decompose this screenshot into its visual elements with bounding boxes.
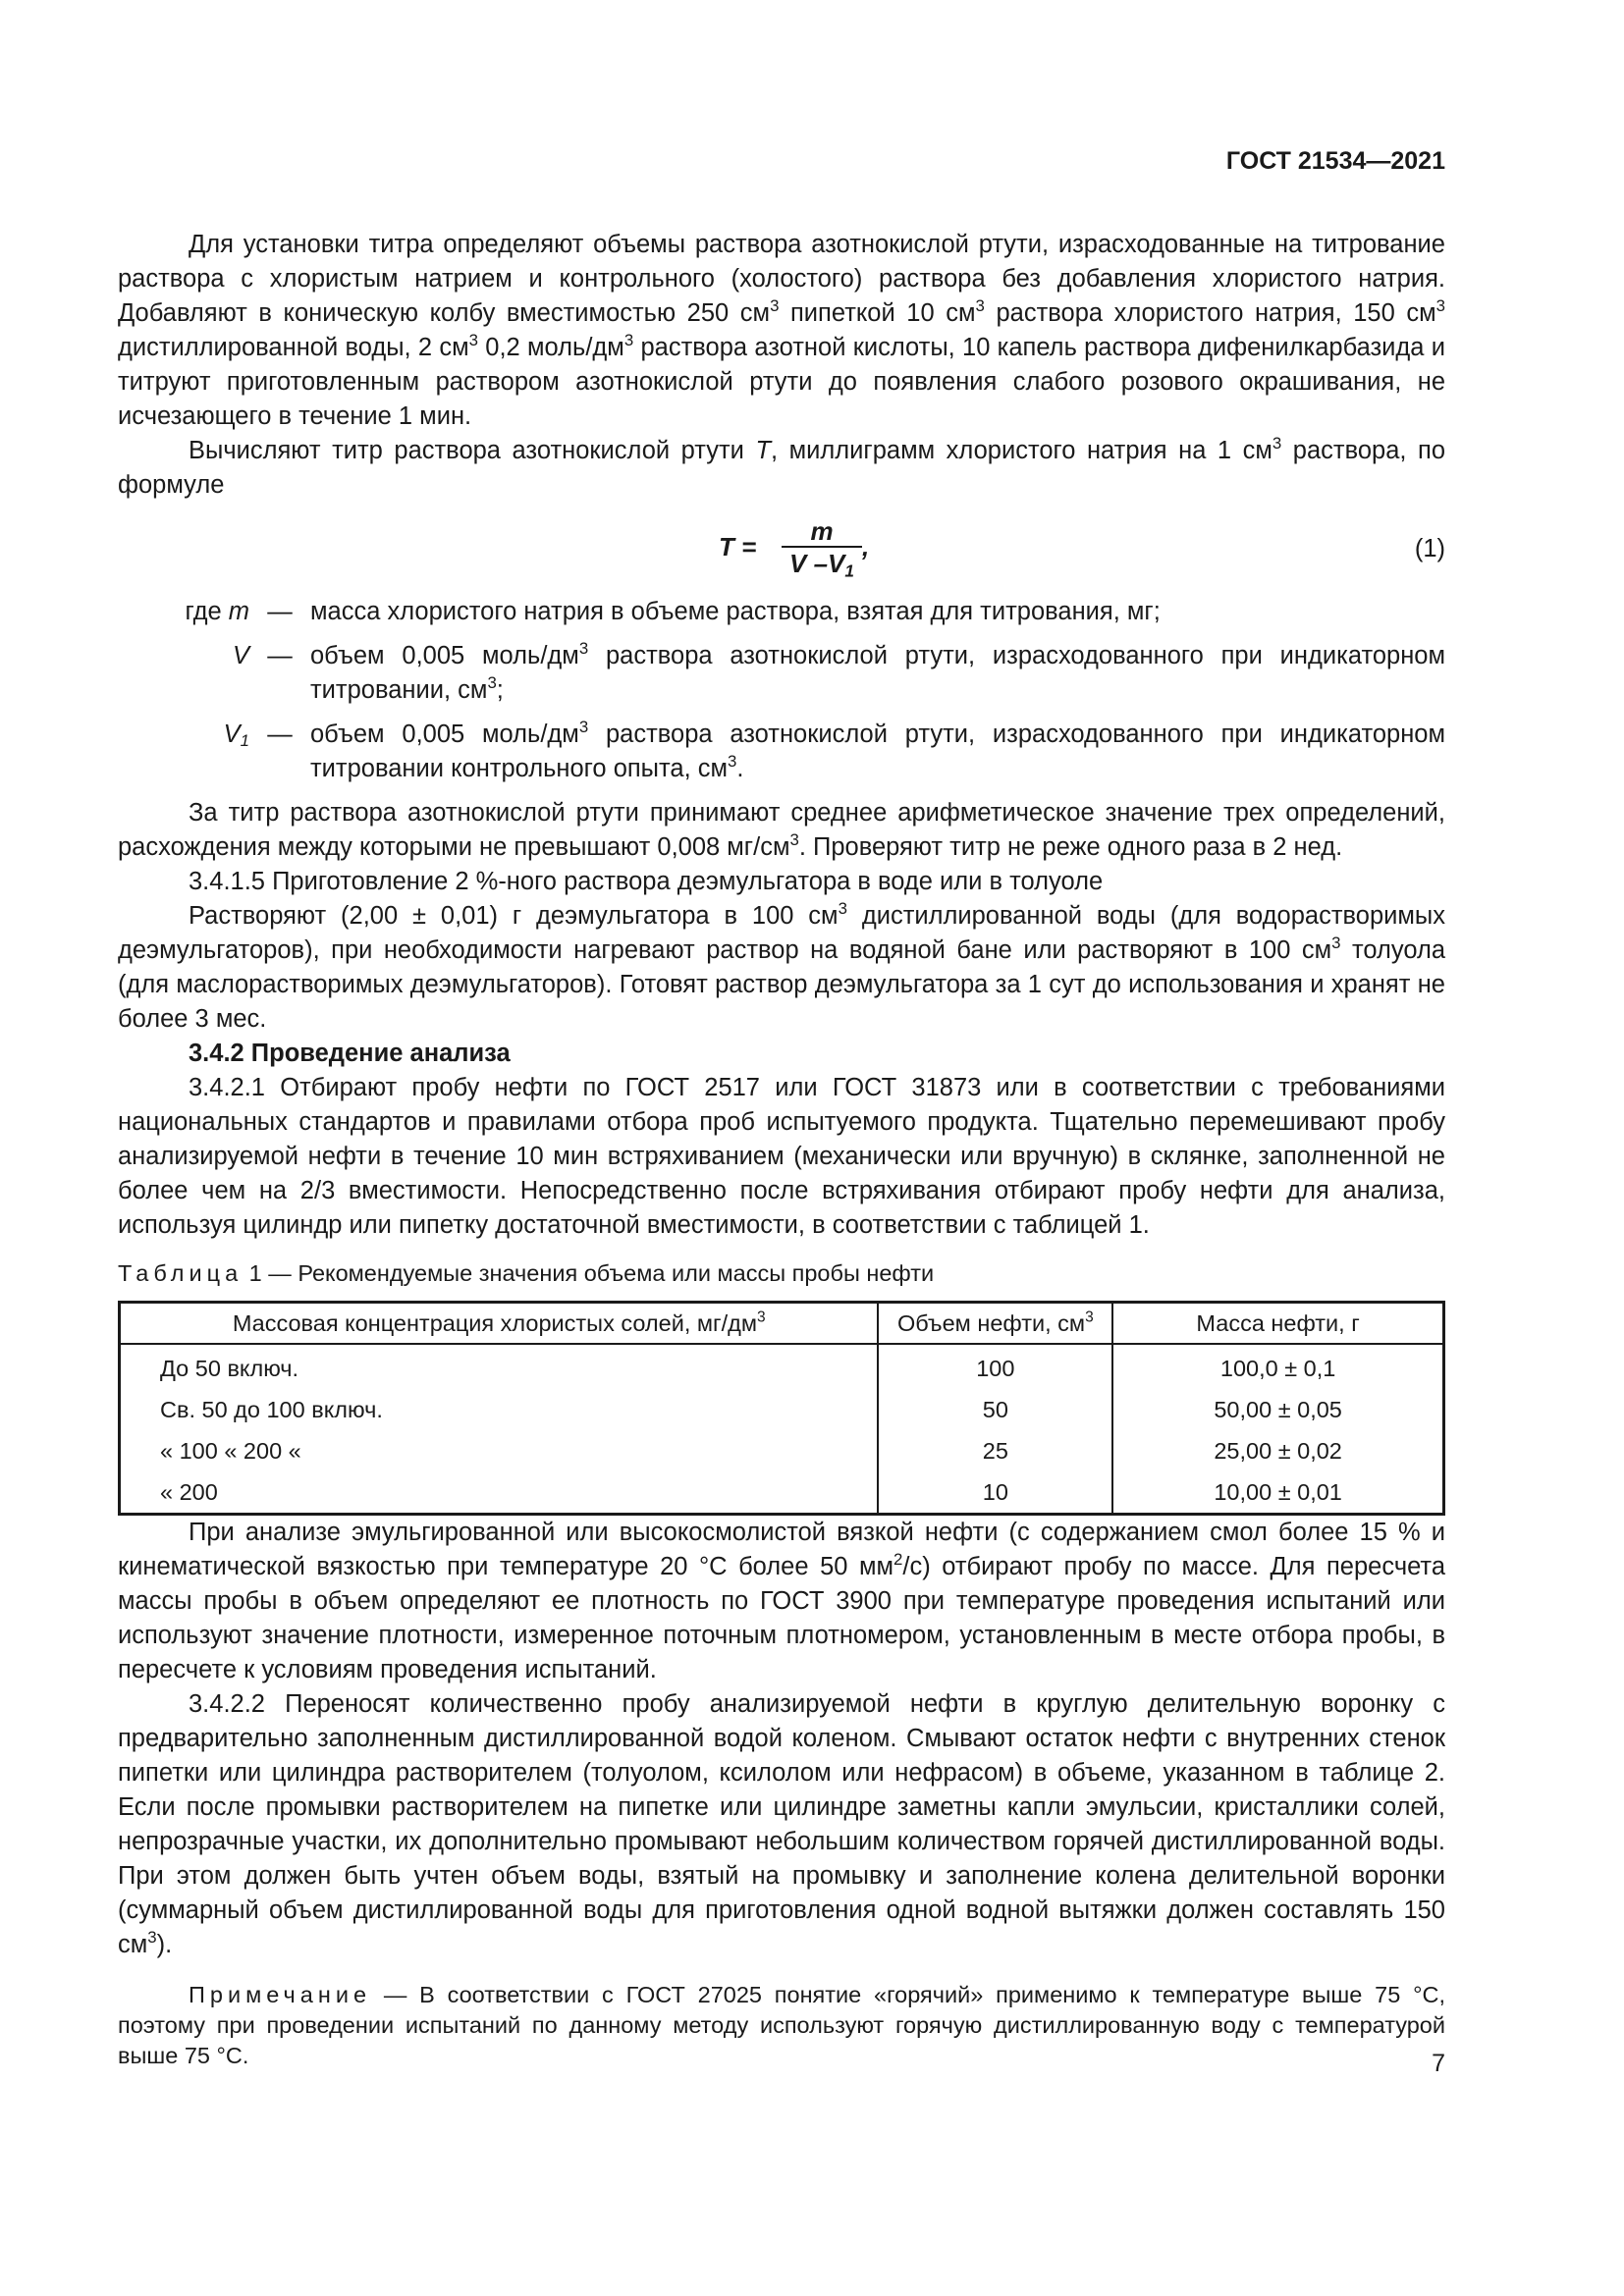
formula-comma: ,	[862, 532, 870, 561]
table-caption-text: 1 — Рекомендуемые значения объема или массы пробы нефти	[243, 1260, 935, 1286]
table-caption	[118, 1256, 1445, 1291]
table-header-cell: Объем нефти, $см^3$	[878, 1303, 1112, 1345]
table-cell: « 100 « 200 «	[120, 1430, 879, 1471]
legend-symbol: $V_1$	[223, 721, 249, 751]
legend-dash: —	[267, 721, 293, 748]
sample-volume-table	[118, 1301, 1445, 1516]
legend-description: масса хлористого натрия в объеме раствора, взятая для титрования, мг;	[310, 598, 1161, 625]
paragraph-titration-setup: Для установки титра определяют объемы раствора азотнокислой ртути, израсходованные на титрование раствора с хлористым натрием и контрольного (холостого) раствора без добавления хлористого натрия. Добавляют в коническую колбу вместимостью 250 $см^3$ пипеткой 10 $см^3$ раствора хлористого натрия, 150 $см^3$ дистиллированной воды, 2 $см^3$ 0,2 моль/$дм^3$ раствора азотной кислоты, 10 капель раствора дифенилкарбазида и титруют приготовленным раствором азотнокислой ртути до появления слабого розового окрашивания, не исчезающего в течение 1 мин.	[118, 231, 1445, 430]
formula-lhs: T =	[719, 532, 757, 561]
formula-1	[118, 512, 1445, 589]
table-cell: 25	[878, 1430, 1112, 1471]
legend-description: объем 0,005 моль/$дм^3$ раствора азотнокислой ртути, израсходованного при индикаторном титровании контрольного опыта, $см^3$.	[310, 717, 1445, 782]
table-row	[120, 1389, 1444, 1430]
table-header-cell: Масса нефти, г	[1112, 1303, 1443, 1345]
legend-row	[118, 639, 1445, 708]
table-cell: 50	[878, 1389, 1112, 1430]
table-cell: 50,00 ± 0,05	[1112, 1389, 1443, 1430]
table-cell: 25,00 ± 0,02	[1112, 1430, 1443, 1471]
legend-row	[118, 718, 1445, 786]
formula-fraction	[782, 516, 862, 579]
document-id-header: ГОСТ 21534—2021	[1225, 147, 1445, 175]
formula-number: (1)	[1414, 535, 1445, 562]
note-label: Примечание	[189, 1982, 372, 2007]
table-cell: Св. 50 до 100 включ.	[120, 1389, 879, 1430]
table-header-row	[120, 1303, 1444, 1345]
paragraph-demulsifier-heading: 3.4.1.5 Приготовление 2 %-ного раствора деэмульгатора в воде или в толуоле	[189, 868, 1104, 895]
table-body	[120, 1344, 1444, 1515]
paragraph-demulsifier-prep: Растворяют (2,00 ± 0,01) г деэмульгатора в 100 $см^3$ дистиллированной воды (для водорастворимых деэмульгаторов), при необходимости нагревают раствор на водяной бане или растворяют в 100 $см^3$ толуола (для маслорастворимых деэмульгаторов). Готовят раствор деэмульгатора за 1 сут до использования и хранят не более 3 мес.	[118, 898, 1446, 1033]
paragraph-viscous-oil: При анализе эмульгированной или высокосмолистой вязкой нефти (с содержанием смол более 15 % и кинематической вязкостью при температуре 20 °С более 50 $мм^2/с$) отбирают пробу по массе. Для пересчета массы пробы в объем определяют ее плотность по ГОСТ 3900 при температуре проведения испытаний или используют значение плотности, измеренное поточным плотномером, установленным в месте отбора пробы, в пересчете к условиям проведения испытаний.	[118, 1519, 1446, 1683]
note-text: — В соответствии с ГОСТ 27025 понятие «горячий» применимо к температуре выше 75 °С, поэтому при проведении испытаний по данному методу используют горячую дистиллированную воду с температурой выше 75 °С.	[118, 1982, 1445, 2068]
table-cell: 10	[878, 1471, 1112, 1515]
legend-dash: —	[267, 598, 293, 625]
formula-denominator: V $-V_1$	[789, 549, 854, 581]
legend-symbol: где m	[185, 598, 249, 625]
table-cell: 100	[878, 1344, 1112, 1389]
note	[118, 1980, 1445, 2071]
paragraph-transfer-sample: 3.4.2.2 Переносят количественно пробу анализируемой нефти в круглую делительную воронку с предварительно заполненным дистиллированной водой коленом. Смывают остаток нефти с внутренних стенок пипетки или цилиндра растворителем (толуолом, ксилолом или нефрасом) в объеме, указанном в таблице 2. Если после промывки растворителем на пипетке или цилиндре заметны капли эмульсии, кристаллики солей, непрозрачные участки, их дополнительно промывают небольшим количеством горячей дистиллированной воды. При этом должен быть учтен объем воды, взятый на промывку и заполнение колена делительной воронки (суммарный объем дистиллированной воды для приготовления одной водной вытяжки должен составлять 150 $см^3$).	[118, 1690, 1445, 1958]
paragraph-titer-acceptance: За титр раствора азотнокислой ртути принимают среднее арифметическое значение трех определений, расхождения между которыми не превышают 0,008 $мг/см^3$. Проверяют титр не реже одного раза в 2 нед.	[118, 799, 1445, 861]
legend-dash: —	[267, 642, 293, 669]
table-caption-label: Таблица	[118, 1260, 244, 1286]
legend-symbol: V	[232, 642, 249, 669]
formula-legend	[118, 595, 1445, 786]
table-row	[120, 1471, 1444, 1515]
page-number: 7	[1432, 2050, 1445, 2077]
formula-numerator: m	[810, 516, 834, 546]
table-cell: « 200	[120, 1471, 879, 1515]
section-heading-analysis: 3.4.2 Проведение анализа	[189, 1040, 511, 1067]
table-row	[120, 1430, 1444, 1471]
table-header-cell: Массовая концентрация хлористых солей, $мг/дм^3$	[120, 1303, 879, 1345]
table-row	[120, 1344, 1444, 1389]
legend-description: объем 0,005 моль/$дм^3$ раствора азотнокислой ртути, израсходованного при индикаторном титровании, $см^3$;	[310, 638, 1445, 704]
legend-row	[118, 595, 1445, 629]
table-cell: До 50 включ.	[120, 1344, 879, 1389]
document-body	[118, 228, 1445, 2071]
table-cell: 100,0 ± 0,1	[1112, 1344, 1443, 1389]
table-cell: 10,00 ± 0,01	[1112, 1471, 1443, 1515]
paragraph-titer-calculation: Вычисляют титр раствора азотнокислой ртути T, миллиграмм хлористого натрия на 1 $см^3$ раствора, по формуле	[118, 433, 1445, 499]
paragraph-sampling: 3.4.2.1 Отбирают пробу нефти по ГОСТ 2517 или ГОСТ 31873 или в соответствии с требованиями национальных стандартов и правилами отбора проб испытуемого продукта. Тщательно перемешивают пробу анализируемой нефти в течение 10 мин встряхиванием (механически или вручную) в склянке, заполненной не более чем на 2/3 вместимости. Непосредственно после встряхивания отбирают пробу нефти для анализа, используя цилиндр или пипетку достаточной вместимости, в соответствии с таблицей 1.	[118, 1074, 1445, 1239]
